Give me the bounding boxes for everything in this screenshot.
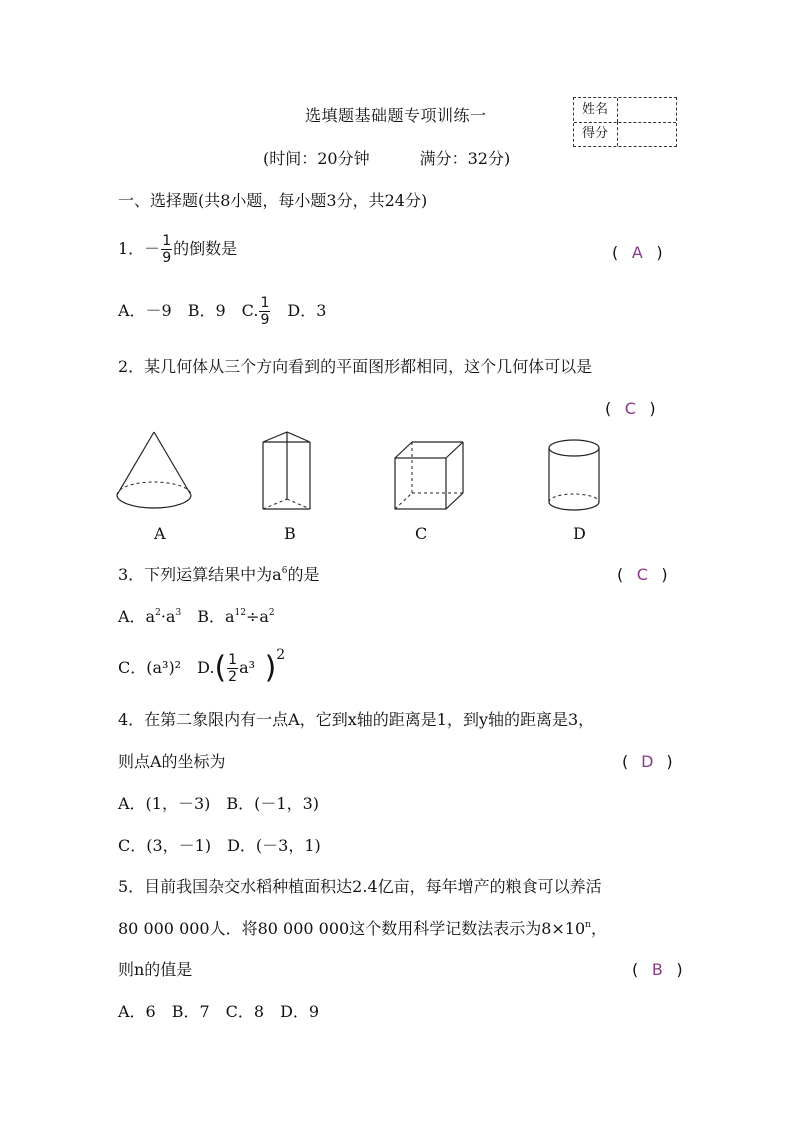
q2-answer: ( C ) <box>605 399 656 418</box>
score-row <box>574 122 676 146</box>
name-row <box>574 98 676 123</box>
q4-answer: ( D ) <box>622 752 673 771</box>
cube-icon <box>392 440 467 515</box>
q1-prefix: 1．－ <box>118 239 161 258</box>
q3-options-cd: C．(a³)² D.( $\frac{1}{2}$ a³ )2 <box>118 647 286 686</box>
q3-answer: ( C ) <box>617 565 668 584</box>
q1-options: A．－9 B．9 C. $\frac{1}{9}$ D．3 <box>118 295 327 328</box>
page-subtitle <box>263 151 510 167</box>
time-limit: (时间：20分钟 <box>263 149 370 168</box>
q1-suffix: 的倒数是 <box>173 239 238 258</box>
question-4-line1: 4．在第二象限内有一点A，它到x轴的距离是1，到y轴的距离是3， <box>118 710 595 729</box>
q1-answer: ( A ) <box>612 243 663 262</box>
q3-options-ab: A．$a^2\cdot a^3$ B．$a^{12}\div a^2$ <box>118 607 275 626</box>
q4-options-ab: A．(1，－3) B．(－1，3) <box>118 794 320 813</box>
name-score-box <box>573 97 677 147</box>
score-label: 得分 <box>582 126 609 141</box>
figure-label-a: A <box>154 524 166 543</box>
cylinder-icon <box>546 438 604 516</box>
section-heading: 一、选择题(共8小题，每小题3分，共24分) <box>118 191 428 210</box>
page-title: 选填题基础题专项训练一 <box>305 106 487 125</box>
q1-fraction: $\frac{1}{9}$ <box>162 233 172 266</box>
figure-label-c: C <box>415 524 428 543</box>
figure-label-b: B <box>284 524 296 543</box>
figure-label-d: D <box>573 524 586 543</box>
question-5-line3: 则n的值是 <box>118 960 193 979</box>
q5-options: A．6 B．7 C．8 D．9 <box>118 1002 320 1021</box>
question-2: 2．某几何体从三个方向看到的平面图形都相同，这个几何体可以是 <box>118 357 593 376</box>
q5-answer: ( B ) <box>632 960 683 979</box>
name-label: 姓名 <box>582 102 609 117</box>
question-4-line2: 则点A的坐标为 <box>118 752 226 771</box>
triangular-prism-icon <box>258 427 318 517</box>
question-5-line2: 80 000 000人．将80 000 000这个数用科学记数法表示为$8\times 10^n$， <box>118 919 607 938</box>
question-3: 3．下列运算结果中为$a^6$的是 <box>118 565 320 584</box>
question-5-line1: 5．目前我国杂交水稻种植面积达2.4亿亩，每年增产的粮食可以养活 <box>118 877 602 896</box>
full-score: 满分：32分) <box>419 149 511 168</box>
question-1 <box>118 234 237 265</box>
q4-options-cd: C．(3，－1) D．(－3，1) <box>118 836 321 855</box>
cone-icon <box>112 428 196 516</box>
